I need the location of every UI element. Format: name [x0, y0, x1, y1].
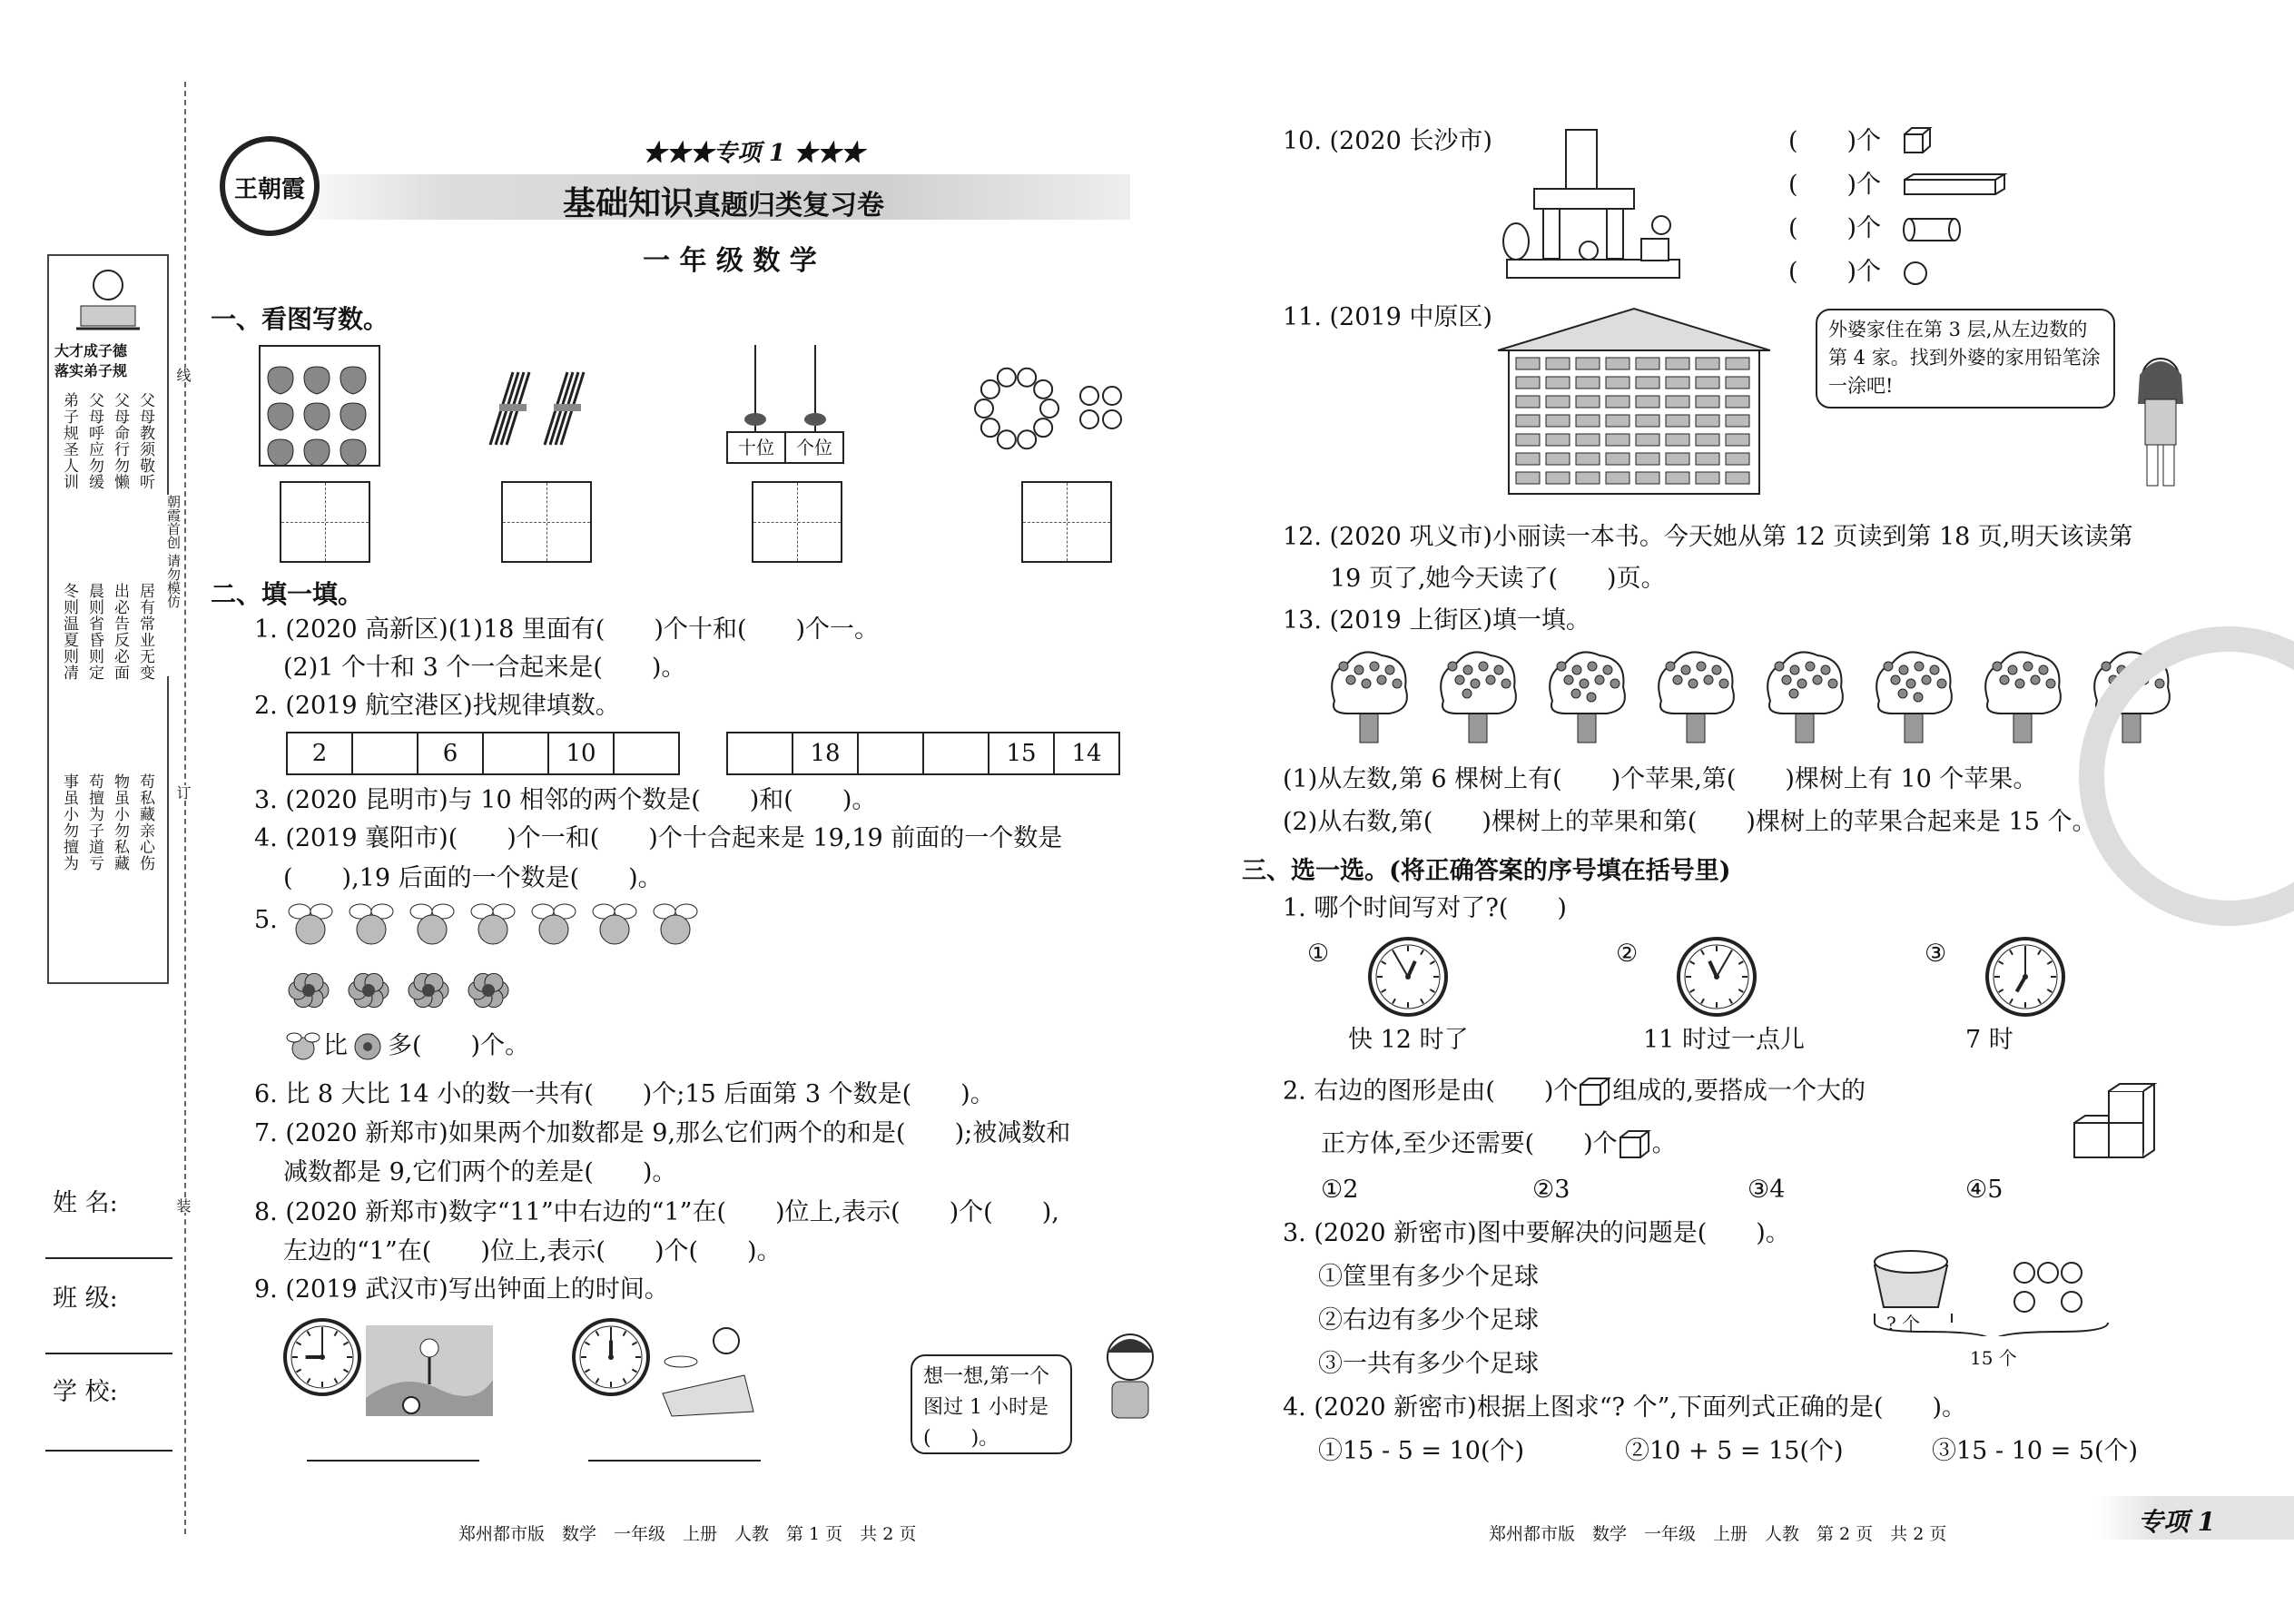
apartment-window[interactable] — [1546, 377, 1570, 389]
abacus-ones-label: 个位 — [796, 437, 832, 458]
school-field[interactable] — [45, 1450, 172, 1452]
strawberry-icon — [304, 403, 330, 430]
clock-option-face — [1366, 935, 1450, 1022]
s3q2-line1 — [1283, 1076, 1866, 1108]
sequence-cell: 14 — [1071, 740, 1102, 767]
building-blocks-picture — [1498, 125, 1698, 284]
clock-option-number[interactable]: ① — [1307, 940, 1330, 968]
bee-icon — [289, 904, 332, 944]
poem-column: 居有常业无变 — [136, 583, 154, 681]
apartment-window[interactable] — [1546, 434, 1570, 446]
clock-option-face — [1984, 935, 2067, 1022]
circle-shape — [998, 430, 1016, 448]
bee-icon — [654, 904, 697, 944]
sequence-cell[interactable] — [728, 733, 793, 773]
s3q2b: 组成的,要搭成一个大的 — [1612, 1077, 1866, 1106]
apartment-window[interactable] — [1666, 453, 1689, 465]
bee-icon — [471, 904, 515, 944]
s3q3-option-1[interactable]: ①筐里有多少个足球 — [1318, 1263, 1539, 1291]
sidebar-logo-line1: 大才成子德 — [54, 342, 128, 359]
s3q2c: 正方体,至少还需要( )个 — [1321, 1129, 1618, 1158]
sequence-cell[interactable] — [353, 733, 418, 773]
strawberry-icon — [268, 367, 293, 394]
circle-shape — [1103, 387, 1121, 405]
apartment-window[interactable] — [1606, 396, 1629, 408]
q1b: (2)1 个十和 3 个一合起来是( )。 — [283, 654, 686, 682]
apartment-window[interactable] — [1666, 377, 1689, 389]
apartment-window[interactable] — [1546, 472, 1570, 484]
apartment-window[interactable] — [1516, 472, 1540, 484]
q11-speech-bubble: 外婆家住在第 3 层,从左边数的第 4 家。找到外婆的家用铅笔涂一涂吧! — [1816, 309, 2115, 408]
q5-text-b: 多( )个。 — [388, 1031, 530, 1060]
apartment-window[interactable] — [1576, 377, 1600, 389]
apartment-window[interactable] — [1636, 472, 1659, 484]
circle-shape — [981, 418, 999, 437]
sequence-cell: 2 — [288, 733, 353, 773]
apartment-window[interactable] — [1606, 453, 1629, 465]
section3-heading: 三、选一选。(将正确答案的序号填在括号里) — [1242, 857, 1731, 885]
strawberry-icon — [304, 367, 330, 394]
q10: 10. (2020 长沙市) — [1283, 127, 1492, 155]
q4b: ( ),19 后面的一个数是( )。 — [283, 864, 663, 892]
small-cube-icon — [1578, 1076, 1612, 1108]
apartment-window[interactable] — [1576, 434, 1600, 446]
poem-column: 事虽小勿擅为 — [60, 773, 78, 871]
abacus-picture — [726, 345, 844, 463]
sphere-icon — [1902, 260, 1929, 287]
cut-mark-1: 线 — [174, 368, 192, 382]
poem-column: 出必告反必面 — [111, 583, 129, 681]
s3q4: 4. (2020 新密市)根据上图求“? 个”,下面列式正确的是( )。 — [1283, 1393, 1967, 1422]
q7a: 7. (2020 新郑市)如果两个加数都是 9,那么它们两个的和是( );被减数和 — [254, 1119, 1071, 1147]
flower-icon — [289, 973, 329, 1007]
poem-column: 物虽小勿私藏 — [111, 773, 129, 871]
apartment-window[interactable] — [1666, 434, 1689, 446]
section1-heading: 一、看图写数。 — [211, 304, 389, 334]
apartment-building-picture — [1498, 307, 1770, 497]
q5-text-a: 比 — [323, 1031, 348, 1060]
q10-count-cuboid[interactable]: ( )个 — [1788, 171, 1882, 199]
apartment-window[interactable] — [1726, 415, 1749, 427]
sequence-cell: 18 — [793, 733, 859, 773]
brand-logo — [220, 136, 320, 236]
q11: 11. (2019 中原区) — [1283, 303, 1492, 331]
class-field[interactable] — [45, 1353, 172, 1354]
main-title-bold: 基础知识 — [563, 184, 694, 222]
apple-tree — [1434, 646, 1521, 746]
q5-text — [283, 1030, 529, 1063]
circle-shape — [998, 369, 1016, 387]
poem-column: 父母呼应勿缓 — [85, 392, 103, 490]
apartment-window[interactable] — [1666, 358, 1689, 369]
q13b: (2)从右数,第( )棵树上的苹果和第( )棵树上的苹果合起来是 15 个。 — [1283, 808, 2097, 836]
flowers-row — [283, 965, 556, 1016]
clock-q9-1 — [281, 1316, 363, 1398]
apartment-window[interactable] — [1636, 415, 1659, 427]
cut-mark-3: 订 — [174, 785, 192, 800]
apartment-window[interactable] — [1726, 396, 1749, 408]
apartment-window[interactable] — [1546, 453, 1570, 465]
apartment-window[interactable] — [1516, 396, 1540, 408]
apartment-window[interactable] — [1726, 358, 1749, 369]
q9-answer-1[interactable] — [307, 1460, 479, 1462]
poem-column: 苟私藏亲心伤 — [136, 773, 154, 871]
strawberry-icon — [304, 439, 330, 465]
footer-left: 郑州都市版 数学 一年级 上册 人教 第 1 页 共 2 页 — [458, 1524, 917, 1544]
q6: 6. 比 8 大比 14 小的数一共有( )个;15 后面第 3 个数是( )。 — [254, 1080, 995, 1108]
stick-bundles-picture — [472, 363, 599, 454]
strawberry-icon — [340, 439, 366, 465]
poem-column: 冬则温夏则凊 — [60, 583, 78, 681]
bee-icon — [532, 904, 576, 944]
flower-icon — [409, 973, 448, 1007]
q9-thought-bubble: 想一想,第一个图过 1 小时是( )。 — [911, 1354, 1072, 1454]
circle-shape — [1040, 399, 1058, 418]
strawberry-icon — [268, 439, 293, 465]
sequence-cell[interactable] — [924, 733, 989, 773]
q12b: 19 页了,她今天读了( )页。 — [1330, 565, 1666, 593]
circle-shape — [1103, 410, 1121, 428]
girl-figure — [2120, 349, 2201, 495]
apartment-window[interactable] — [1636, 453, 1659, 465]
s3q1: 1. 哪个时间写对了?( ) — [1283, 894, 1567, 922]
q10-count-cube[interactable]: ( )个 — [1788, 127, 1882, 155]
apple-tree — [1325, 646, 1413, 746]
cube-icon — [1902, 125, 1933, 156]
apartment-window[interactable] — [1696, 453, 1719, 465]
answer-box-3[interactable] — [752, 481, 842, 563]
apartment-window[interactable] — [1666, 472, 1689, 484]
bee-icon — [350, 904, 393, 944]
poem-column: 父母教须敬听 — [136, 392, 154, 490]
total-label: 15 个 — [1970, 1347, 2017, 1369]
circles-picture — [971, 363, 1135, 454]
clock-option-number[interactable]: ② — [1616, 940, 1639, 968]
apartment-window[interactable] — [1606, 415, 1629, 427]
q12a: 12. (2020 巩义市)小丽读一本书。今天她从第 12 页读到第 18 页,明天该读第 — [1283, 523, 2133, 551]
apartment-window[interactable] — [1726, 453, 1749, 465]
sequence-cell: 6 — [418, 733, 484, 773]
q8b: 左边的“1”在( )位上,表示( )个( )。 — [283, 1237, 782, 1265]
circle-shape — [1080, 410, 1098, 428]
abacus-tens-label: 十位 — [728, 433, 786, 462]
s3q2d: 。 — [1651, 1129, 1677, 1158]
main-title-rest: 真题归类复习卷 — [694, 190, 885, 221]
boy-figure — [1089, 1325, 1171, 1425]
footer-tag: 专项 1 — [2138, 1507, 2216, 1537]
apartment-window[interactable] — [1636, 358, 1659, 369]
apartment-window[interactable] — [1576, 358, 1600, 369]
cut-mark-2: 朝霞首创 请勿模仿 — [165, 495, 182, 676]
logo-text: 王朝霞 — [234, 176, 306, 203]
small-cube-icon-2 — [1618, 1128, 1652, 1161]
apple-tree — [1652, 646, 1739, 746]
sidebar-logo-line2: 落实弟子规 — [54, 362, 128, 379]
apartment-window[interactable] — [1606, 434, 1629, 446]
s3q2a: 2. 右边的图形是由( )个 — [1283, 1077, 1579, 1106]
q13: 13. (2019 上街区)填一填。 — [1283, 606, 1590, 635]
answer-box-2[interactable] — [501, 481, 592, 563]
class-label: 班 级: — [53, 1284, 118, 1313]
apartment-window[interactable] — [1636, 434, 1659, 446]
apartment-window[interactable] — [1726, 434, 1749, 446]
apple-tree — [1543, 646, 1630, 746]
q9: 9. (2019 武汉市)写出钟面上的时间。 — [254, 1275, 669, 1304]
q4a: 4. (2019 襄阳市)( )个一和( )个十合起来是 19,19 前面的一个数是 — [254, 824, 1063, 852]
apartment-window[interactable] — [1696, 434, 1719, 446]
boy-illustration — [67, 265, 149, 338]
apple-tree — [1761, 646, 1848, 746]
poem-columns — [56, 392, 165, 973]
s3q2-line2 — [1321, 1128, 1677, 1161]
apartment-window[interactable] — [1606, 472, 1629, 484]
s3q2-option-4[interactable]: ④5 — [1965, 1176, 2004, 1204]
q8a: 8. (2020 新郑市)数字“11”中右边的“1”在( )位上,表示( )个( ), — [254, 1198, 1059, 1226]
apple-tree — [1870, 646, 1957, 746]
circle-shape — [1034, 418, 1052, 437]
s3q3-option-3[interactable]: ③一共有多少个足球 — [1318, 1350, 1539, 1378]
strawberry-picture — [259, 345, 380, 467]
sequence-cell[interactable] — [615, 733, 678, 773]
apartment-window[interactable] — [1726, 377, 1749, 389]
apartment-window[interactable] — [1726, 472, 1749, 484]
answer-box-4[interactable] — [1021, 481, 1112, 563]
cylinder-icon — [1902, 216, 1965, 243]
poem-column: 苟擅为子道亏 — [85, 773, 103, 871]
circle-shape — [975, 399, 993, 418]
special-label: ★★★专项 1 ★★★ — [643, 140, 865, 167]
flower-icon — [348, 1030, 388, 1063]
q3: 3. (2020 昆明市)与 10 相邻的两个数是( )和( )。 — [254, 786, 877, 814]
apartment-window[interactable] — [1696, 396, 1719, 408]
apartment-window[interactable] — [1576, 453, 1600, 465]
basket-question-label: ? 个 — [1886, 1313, 1921, 1334]
clock-option-label: 快 12 时了 — [1348, 1026, 1469, 1054]
apartment-window[interactable] — [1696, 358, 1719, 369]
s3q3: 3. (2020 新密市)图中要解决的问题是( )。 — [1283, 1219, 1790, 1247]
apartment-window[interactable] — [1696, 415, 1719, 427]
footer-right: 郑州都市版 数学 一年级 上册 人教 第 2 页 共 2 页 — [1489, 1524, 1947, 1544]
q5-number: 5. — [254, 906, 278, 934]
apartment-window[interactable] — [1696, 472, 1719, 484]
flower-icon — [468, 973, 508, 1007]
cut-mark-4: 装 — [174, 1198, 192, 1213]
s3q4-option-3[interactable]: ③15 - 10 = 5(个) — [1932, 1437, 2139, 1465]
s3q2-option-3[interactable]: ③4 — [1748, 1176, 1786, 1204]
section2-heading: 二、填一填。 — [211, 579, 364, 609]
subtitle: 一 年 级 数 学 — [643, 245, 817, 277]
s3q4-option-2[interactable]: ②10 + 5 = 15(个) — [1625, 1437, 1844, 1465]
clock-options — [1307, 935, 2088, 1062]
q10-count-sphere[interactable]: ( )个 — [1788, 258, 1882, 286]
q7b: 减数都是 9,它们两个的差是( )。 — [283, 1158, 677, 1186]
sequence-cell[interactable] — [484, 733, 549, 773]
q10-count-cylinder[interactable]: ( )个 — [1788, 214, 1882, 242]
circle-shape — [1034, 380, 1052, 399]
apartment-window[interactable] — [1696, 377, 1719, 389]
bee-icon — [283, 1030, 323, 1063]
apartment-window[interactable] — [1576, 472, 1600, 484]
name-field[interactable] — [45, 1257, 172, 1259]
q9-answer-2[interactable] — [588, 1460, 761, 1462]
cut-line — [184, 82, 186, 1534]
apartment-window[interactable] — [1546, 415, 1570, 427]
clock-q9-2 — [570, 1316, 652, 1398]
clock-option-label: 7 时 — [1965, 1026, 2013, 1054]
clock-option-face — [1675, 935, 1758, 1022]
s3q3-option-2[interactable]: ②右边有多少个足球 — [1318, 1306, 1539, 1334]
main-title — [563, 178, 884, 224]
sequence-cell: 15 — [989, 733, 1055, 773]
s3q2-option-2[interactable]: ②3 — [1532, 1176, 1570, 1204]
apartment-window[interactable] — [1576, 415, 1600, 427]
poem-column: 父母命行勿懒 — [111, 392, 129, 490]
q1a: 1. (2020 高新区)(1)18 里面有( )个十和( )个一。 — [254, 615, 880, 644]
q13a: (1)从左数,第 6 棵树上有( )个苹果,第( )棵树上有 10 个苹果。 — [1283, 765, 2038, 793]
strawberry-icon — [340, 367, 366, 394]
sidebar-poem-box — [47, 254, 169, 984]
apartment-window[interactable] — [1606, 377, 1629, 389]
circle-shape — [1018, 430, 1036, 448]
strawberry-icon — [340, 403, 366, 430]
bees-row — [283, 899, 719, 953]
circle-shape — [981, 380, 999, 399]
eating-picture — [654, 1321, 763, 1421]
apartment-window[interactable] — [1666, 415, 1689, 427]
stacked-cubes-picture — [2070, 1082, 2161, 1164]
apartment-window[interactable] — [1516, 377, 1540, 389]
s3q4-option-1[interactable]: ①15 - 5 = 10(个) — [1318, 1437, 1525, 1465]
apartment-window[interactable] — [1636, 377, 1659, 389]
circle-shape — [1018, 369, 1036, 387]
apartment-window[interactable] — [1576, 396, 1600, 408]
cuboid-icon — [1902, 172, 2011, 198]
bee-icon — [593, 904, 636, 944]
school-label: 学 校: — [53, 1378, 118, 1406]
clock-option-number[interactable]: ③ — [1925, 940, 1947, 968]
apartment-window[interactable] — [1546, 358, 1570, 369]
strawberry-icon — [268, 403, 293, 430]
poem-column: 弟子规圣人训 — [60, 392, 78, 490]
apartment-window[interactable] — [1516, 415, 1540, 427]
flower-icon — [349, 973, 389, 1007]
apple-trees-row — [1325, 646, 2197, 755]
sequence-row-2 — [726, 732, 1120, 775]
sequence-cell: 10 — [549, 733, 615, 773]
basket-balls-picture — [1870, 1245, 2115, 1373]
answer-box-1[interactable] — [280, 481, 370, 563]
q2: 2. (2019 航空港区)找规律填数。 — [254, 692, 620, 720]
apartment-window[interactable] — [1546, 396, 1570, 408]
apple-tree — [1979, 646, 2066, 746]
apartment-window[interactable] — [1606, 358, 1629, 369]
sequence-row-1 — [286, 732, 680, 775]
s3q2-option-1[interactable]: ①2 — [1321, 1176, 1359, 1204]
poem-column: 晨则省昏则定 — [85, 583, 103, 681]
apartment-window[interactable] — [1516, 453, 1540, 465]
bee-icon — [410, 904, 454, 944]
clock-option-label: 11 时过一点儿 — [1643, 1026, 1805, 1054]
soccer-picture — [366, 1325, 493, 1416]
sequence-cell[interactable] — [859, 733, 924, 773]
apartment-window[interactable] — [1636, 396, 1659, 408]
apartment-window[interactable] — [1516, 358, 1540, 369]
apartment-window[interactable] — [1516, 434, 1540, 446]
circle-shape — [1080, 387, 1098, 405]
apartment-window[interactable] — [1666, 396, 1689, 408]
name-label: 姓 名: — [53, 1189, 118, 1217]
